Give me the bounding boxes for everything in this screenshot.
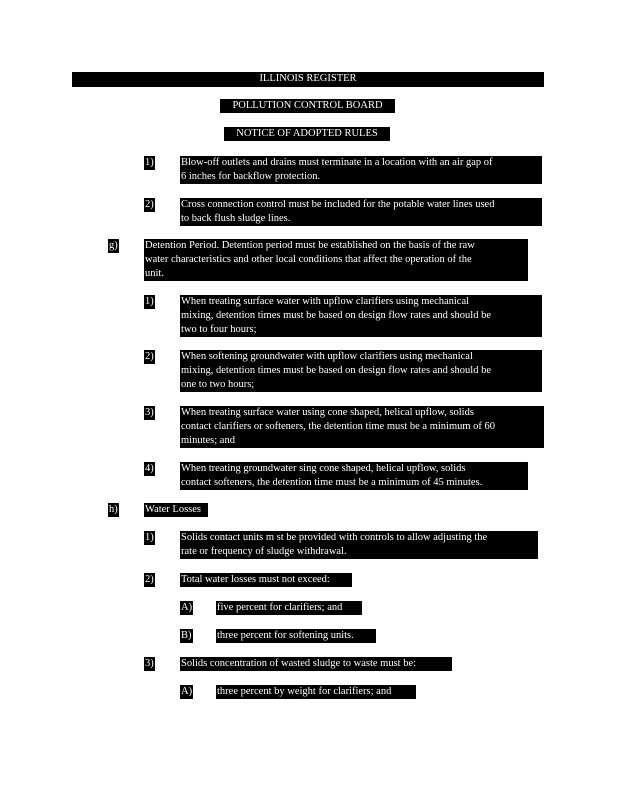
- item-h3a-text: three percent by weight for clarifiers; and: [216, 685, 416, 699]
- item-g3-label: 3): [145, 407, 154, 418]
- item-g2-text: When softening groundwater with upflow clarifiers using mechanical mixing, detention times must be based on design flow rates and should be one to two hours;: [180, 350, 542, 392]
- item-h-text: Water Losses: [144, 503, 208, 517]
- item-g4-text: When treating groundwater sing cone shaped, helical upflow, solids contact softeners, the detention time must be a minimum of 45 minutes.: [180, 462, 528, 490]
- item-h2a-text: five percent for clarifiers; and: [216, 601, 362, 615]
- item-g1-label: 1): [145, 296, 154, 307]
- item-h3-text: Solids concentration of wasted sludge to waste must be:: [180, 657, 452, 671]
- item-1-text: Blow-off outlets and drains must terminate in a location with an air gap of 6 inches for backflow protection.: [180, 156, 542, 184]
- item-h2a-label: A): [181, 602, 193, 613]
- item-h3-label: 3): [145, 658, 154, 669]
- notice-title: NOTICE OF ADOPTED RULES: [224, 127, 390, 141]
- item-g4-label: 4): [145, 463, 154, 474]
- item-h1-text: Solids contact units m st be provided with controls to allow adjusting the rate or frequency of sludge withdrawal.: [180, 531, 538, 559]
- item-g2-label: 2): [145, 351, 154, 362]
- item-g1-text: When treating surface water with upflow clarifiers using mechanical mixing, detention times must be based on design flow rates and should be two to four hours;: [180, 295, 542, 337]
- item-g3-text: When treating surface water using cone shaped, helical upflow, solids contact clarifiers or softeners, the detention time must be a minimum of 60 minutes; and: [180, 406, 544, 448]
- item-g-text: Detention Period. Detention period must be established on the basis of the raw water characteristics and other local conditions that affect the operation of the unit.: [144, 239, 528, 281]
- board-title: POLLUTION CONTROL BOARD: [220, 99, 395, 113]
- item-h2b-text: three percent for softening units.: [216, 629, 376, 643]
- register-title: ILLINOIS REGISTER: [72, 72, 544, 86]
- item-2-label: 2): [145, 199, 154, 210]
- item-h1-label: 1): [145, 532, 154, 543]
- item-h-label: h): [109, 504, 118, 515]
- item-g-label: g): [109, 240, 118, 251]
- item-2-text: Cross connection control must be included for the potable water lines used to back flush sludge lines.: [180, 198, 542, 226]
- item-h2-text: Total water losses must not exceed:: [180, 573, 352, 587]
- item-h2-label: 2): [145, 574, 154, 585]
- item-h2b-label: B): [181, 630, 192, 641]
- item-1-label: 1): [145, 157, 154, 168]
- header-rule: [72, 86, 544, 87]
- item-h3a-label: A): [181, 686, 193, 697]
